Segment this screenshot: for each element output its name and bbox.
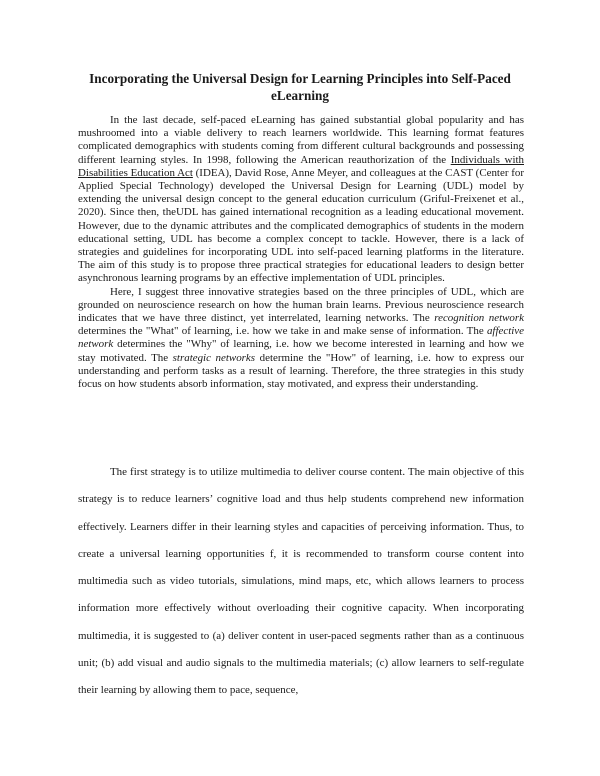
paper-title	[60, 70, 540, 104]
paragraph-2-part-d: determine the "How" of learning, i.e. how to express our understanding and perform tasks as a result of learning. Therefore, the three strategies in this study focus on how students absorb information, stay motivated, and express their understanding.	[78, 351, 524, 391]
term-recognition-network: recognition network	[434, 312, 524, 325]
paragraph-1-part-b: (IDEA), David Rose, Anne Meyer, and colleagues at the CAST (Center for Applied Special Technology) developed the Universal Design for Learning (UDL) model by extending the universal design concept to the general education curriculum (Griful-Freixenet et al., 2020). Since then, theUDL has gained international recognition as a leading educational movement. However, due to the dynamic attributes and the complicated demographics of students in the modern educational setting, UDL has become a complex concept to tackle. However, there is a lack of strategies and guidelines for incorporating UDL into self-paced learning platforms in the literature. The aim of this study is to propose three practical strategies for educational leaders to design better asynchronous learning programs by an effective implementation of UDL principles.	[78, 166, 524, 285]
title-line-1: Incorporating the Universal Design for Learning Principles into Self-Paced	[89, 71, 511, 86]
paragraph-3: The first strategy is to utilize multimedia to deliver course content. The main objective of this strategy is to reduce learners’ cognitive load and thus help students comprehend new information effectively. Learners differ in their learning styles and capacities of perceiving information. Thus, to create a universal learning opportunities f, it is recommended to transform course content into multimedia such as video tutorials, simulations, mind maps, etc, which allows learners to process information more effectively without overloading their cognitive capacity. When incorporating multimedia, it is suggested to (a) deliver content in user-paced segments rather than as a continuous unit; (b) add visual and audio signals to the multimedia materials; (c) allow learners to self-regulate their learning by allowing them to pace, sequence,	[78, 466, 524, 697]
term-strategic-networks: strategic networks	[172, 351, 256, 364]
paragraph-2-part-b: determines the "What" of learning, i.e. how we take in and make sense of information. The	[78, 325, 487, 338]
body-single-spaced	[78, 114, 524, 391]
idea-act-link[interactable]: Individuals with Disabilities Education Act	[78, 153, 524, 179]
paragraph-2-part-c: determines the "Why" of learning, i.e. how we become interested in learning and how we stay motivated. The	[78, 338, 524, 364]
paragraph-2	[78, 286, 524, 392]
paragraph-1	[78, 114, 524, 286]
paragraph-2-part-a: Here, I suggest three innovative strategies based on the three principles of UDL, which are grounded on neuroscience research on how the human brain learns. Previous neuroscience research indicates that we have three distinct, yet interrelated, learning networks. The	[78, 285, 524, 325]
term-affective-network: affective network	[78, 325, 524, 351]
paragraph-1-part-a: In the last decade, self-paced eLearning has gained substantial global popularity and has mushroomed into a viable delivery to reach learners worldwide. This learning format features complicated demographics with students coming from different cultural backgrounds and possessing different learning styles. In 1998, following the American reauthorization of the	[78, 114, 524, 166]
body-double-spaced	[78, 459, 524, 705]
title-line-2: eLearning	[271, 88, 329, 103]
